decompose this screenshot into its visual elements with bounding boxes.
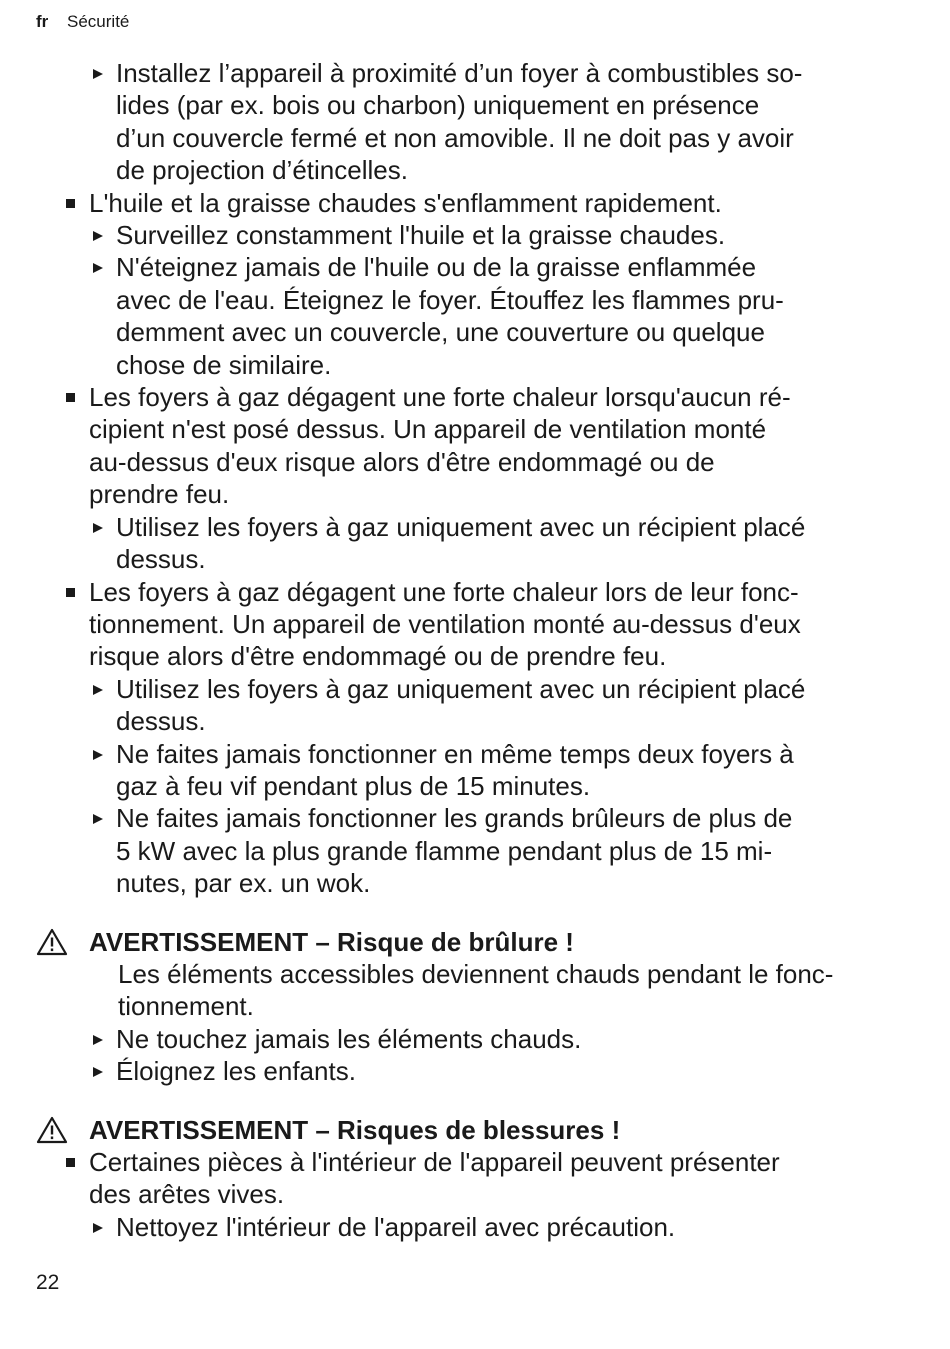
safety-list	[60, 57, 890, 900]
instruction-step	[60, 673, 890, 738]
bullet-item	[60, 381, 890, 511]
safety-content	[60, 57, 890, 1243]
instruction-step	[60, 1055, 890, 1087]
arrow-bullet-icon	[93, 1223, 103, 1233]
arrow-bullet-icon	[93, 814, 103, 824]
instruction-step	[60, 1211, 890, 1243]
instruction-step	[60, 251, 890, 381]
square-bullet-icon	[66, 588, 75, 597]
arrow-bullet-icon	[93, 69, 103, 79]
warning-triangle-icon	[36, 928, 68, 956]
arrow-bullet-icon	[93, 1035, 103, 1045]
item-text: Les foyers à gaz dégagent une forte chaleur lors de leur fonc- tionnement. Un appareil de ventilation monté au-dessus d'eux risque alors d'être endommagé ou de prendre feu.	[89, 576, 801, 672]
instruction-step	[60, 738, 890, 803]
item-text: Ne faites jamais fonctionner en même temps deux foyers à gaz à feu vif pendant plus de 15 minutes.	[116, 738, 794, 801]
arrow-bullet-icon	[93, 685, 103, 695]
bullet-item	[60, 1146, 890, 1211]
warning-description	[89, 958, 890, 1023]
square-bullet-icon	[66, 393, 75, 402]
warnings-container	[60, 926, 890, 1244]
item-text: Installez l’appareil à proximité d’un foyer à combustibles so- lides (par ex. bois ou charbon) uniquement en présence d’un couvercle fermé et non amovible. Il ne doit pas y avoir de projection d’étincelles.	[116, 58, 803, 186]
item-text: L'huile et la graisse chaudes s'enflamment rapidement.	[89, 187, 722, 218]
instruction-step	[60, 219, 890, 251]
square-bullet-icon	[66, 199, 75, 208]
item-text: Les foyers à gaz dégagent une forte chaleur lorsqu'aucun ré- cipient n'est posé dessus. Un appareil de ventilation monté au-dessus d'eux risque alors d'être endommagé ou de prendre feu.	[89, 382, 791, 510]
language-code: fr	[36, 12, 49, 31]
arrow-bullet-icon	[93, 523, 103, 533]
section-title: Sécurité	[67, 12, 130, 31]
item-text: Utilisez les foyers à gaz uniquement avec un récipient placé dessus.	[116, 511, 806, 575]
bullet-item	[60, 187, 890, 219]
item-text: Utilisez les foyers à gaz uniquement avec un récipient placé dessus.	[116, 673, 806, 737]
arrow-bullet-icon	[93, 263, 103, 273]
warning-title: AVERTISSEMENT – Risques de blessures !	[89, 1114, 621, 1145]
item-text: Ne faites jamais fonctionner les grands brûleurs de plus de 5 kW avec la plus grande flamme pendant plus de 15 mi- nutes, par ex. un wok.	[116, 803, 793, 899]
instruction-step	[60, 1023, 890, 1055]
item-text: Certaines pièces à l'intérieur de l'appareil peuvent présenter des arêtes vives.	[89, 1147, 780, 1210]
arrow-bullet-icon	[93, 1067, 103, 1077]
item-text: Surveillez constamment l'huile et la graisse chaudes.	[116, 220, 726, 251]
bullet-item	[60, 576, 890, 673]
warning-block	[60, 1114, 890, 1146]
item-text: Nettoyez l'intérieur de l'appareil avec précaution.	[116, 1211, 676, 1242]
instruction-step	[60, 802, 890, 899]
page-header	[36, 12, 129, 32]
item-text: N'éteignez jamais de l'huile ou de la graisse enflammée avec de l'eau. Éteignez le foyer. Étouffez les flammes pru- demment avec un couvercle, une couverture ou quelque chose de similaire.	[116, 252, 784, 380]
instruction-step	[60, 57, 890, 187]
item-text: Éloignez les enfants.	[116, 1056, 356, 1087]
warning-title: AVERTISSEMENT – Risque de brûlure !	[89, 926, 574, 957]
page-number: 22	[36, 1271, 60, 1294]
warning-triangle-icon	[36, 1116, 68, 1144]
item-text: Les éléments accessibles deviennent chauds pendant le fonc- tionnement.	[118, 958, 834, 1022]
arrow-bullet-icon	[93, 750, 103, 760]
instruction-step	[60, 511, 890, 576]
square-bullet-icon	[66, 1158, 75, 1167]
item-text: Ne touchez jamais les éléments chauds.	[116, 1023, 582, 1054]
arrow-bullet-icon	[93, 231, 103, 241]
warning-block	[60, 926, 890, 1023]
